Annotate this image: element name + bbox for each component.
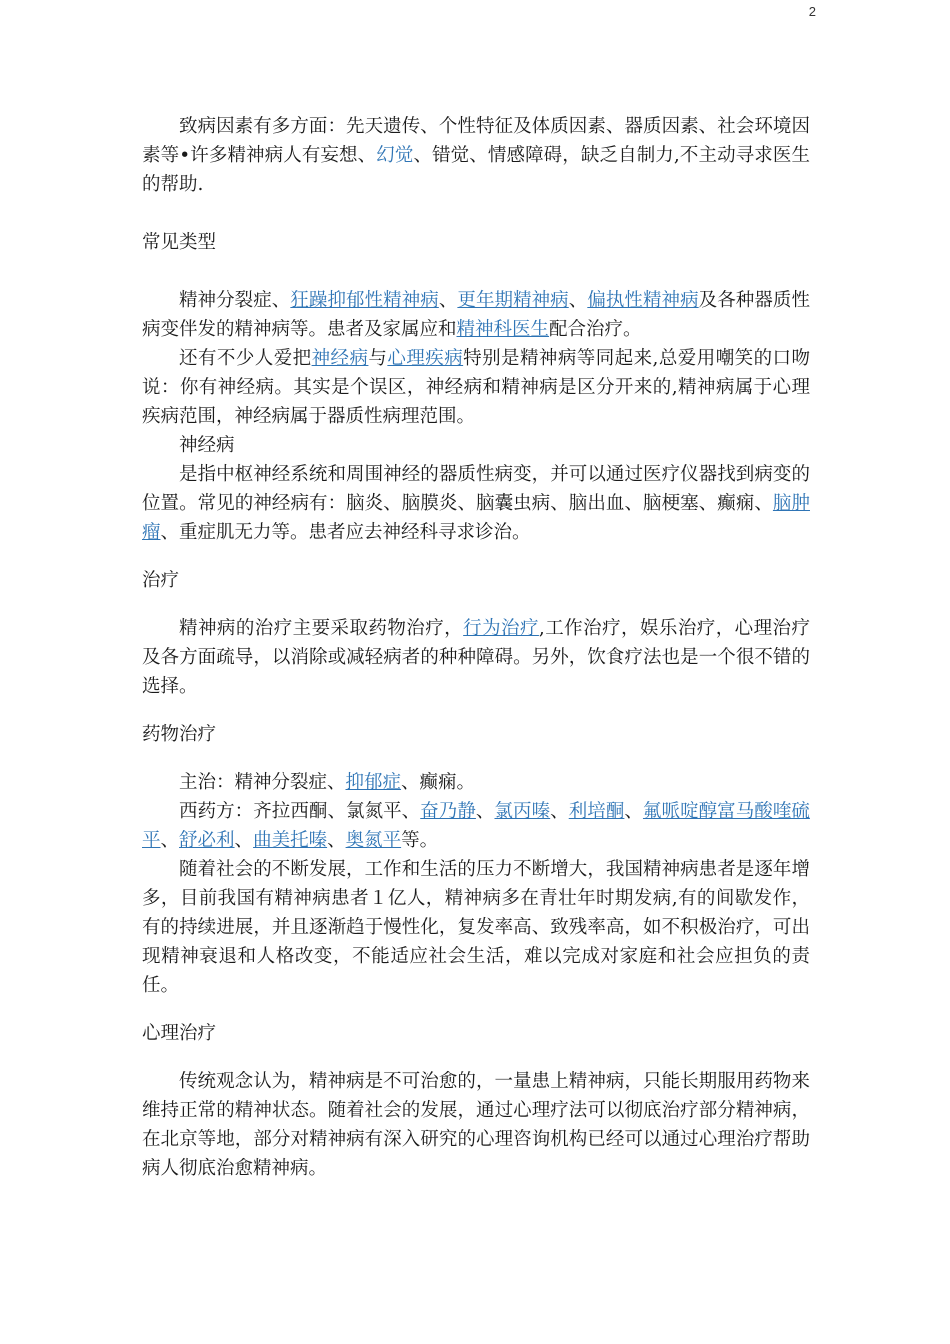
heading-drug-therapy: 药物治疗: [142, 724, 217, 745]
text: 精神病的治疗主要采取药物治疗，: [179, 618, 464, 639]
paragraph-psychotherapy: 传统观念认为，精神病是不可治愈的，一量患上精神病，只能长期服用药物来维持正常的精神状态。随着社会的发展，通过心理疗法可以彻底治疗部分精神病，在北京等地，部分对精神病有深入研究的心理咨询机构已经可以通过心理治疗帮助病人彻底治愈精神病。: [142, 1071, 810, 1179]
link-manic-depressive[interactable]: 狂躁抑郁性精神病: [290, 290, 439, 311]
heading-common-types: 常见类型: [142, 232, 217, 253]
text: 配合治疗。: [549, 319, 642, 340]
page-number: 2: [808, 4, 816, 19]
link-perphenazine[interactable]: 奋乃静: [420, 801, 476, 822]
link-paranoid-psychosis[interactable]: 偏执性精神病: [587, 290, 699, 311]
document-body: [142, 112, 810, 1183]
link-brain-tumor[interactable]: 脑肿瘤: [142, 493, 810, 543]
text: 、: [550, 801, 569, 822]
text: 、: [568, 290, 588, 311]
link-psychiatrist[interactable]: 精神科医生: [456, 319, 550, 340]
link-risperidone[interactable]: 利培酮: [568, 801, 625, 822]
link-olanzapine[interactable]: 奥氮平: [345, 830, 402, 851]
link-mental-illness[interactable]: 心理疾病: [387, 348, 464, 369]
text: 、癫痫。: [401, 772, 476, 793]
paragraph-types: [142, 286, 810, 344]
text: 、: [234, 830, 254, 851]
link-hallucination[interactable]: 幻觉: [376, 145, 414, 166]
text: 、: [475, 801, 495, 822]
text: 、: [438, 290, 458, 311]
heading-treatment: 治疗: [142, 570, 180, 591]
link-menopausal-psychosis[interactable]: 更年期精神病: [457, 290, 569, 311]
subheading-neuropathy: 神经病: [179, 435, 235, 456]
link-behavior-therapy[interactable]: 行为治疗: [463, 618, 539, 639]
paragraph-statistics: 随着社会的不断发展，工作和生活的压力不断增大，我国精神病患者是逐年增多，目前我国有精神病患者１亿人，精神病多在青壮年时期发病,有的间歇发作，有的持续进展，并且逐渐趋于慢性化，复发率高、致残率高，如不积极治疗，可出现精神衰退和人格改变，不能适应社会生活，难以完成对家庭和社会应担负的责任。: [142, 859, 810, 996]
heading-psychotherapy: 心理治疗: [142, 1023, 217, 1044]
text: 特别是精神病等同起来,总爱用嘲笑的口吻说：你有神经病。其实是个误区，神经病和精神病是区分开来的,精神病属于心理疾病范围，神经病属于器质性病理范围。: [142, 348, 810, 427]
text: 精神分裂症、: [179, 290, 291, 311]
text: ,工作治疗，娱乐治疗，心理治疗及各方面疏导，以消除或减轻病者的种种障碍。另外，饮食疗法也是一个很不错的选择。: [142, 618, 810, 697]
link-trimetozine[interactable]: 曲美托嗪: [253, 830, 328, 851]
text: 、: [160, 830, 180, 851]
text: 还有不少人爱把: [179, 348, 312, 369]
paragraph-indications: [142, 768, 810, 797]
text: 与: [368, 348, 388, 369]
paragraph-misconception: [142, 344, 810, 431]
text: 是指中枢神经系统和周围神经的器质性病变，并可以通过医疗仪器找到病变的位置。常见的神经病有：脑炎、脑膜炎、脑囊虫病、脑出血、脑梗塞、癫痫、: [142, 464, 810, 514]
paragraph-western-drugs: [142, 797, 810, 855]
text: 主治：精神分裂症、: [179, 772, 346, 793]
text: 、重症肌无力等。患者应去神经科寻求诊治。: [160, 522, 531, 543]
link-chlorpromazine[interactable]: 氯丙嗪: [494, 801, 551, 822]
link-haloperidol-quetiapine[interactable]: 氟哌啶醇富马酸喹硫平: [142, 801, 810, 851]
text: 致病因素有多方面：先天遗传、个性特征及体质因素、器质因素、社会环境因素等•许多精神病人有妄想、: [142, 116, 810, 166]
text: 西药方：齐拉西酮、氯氮平、: [179, 801, 421, 822]
text: 、错觉、情感障碍，缺乏自制力,不主动寻求医生的帮助.: [142, 145, 810, 195]
link-sulpiride[interactable]: 舒必利: [179, 830, 235, 851]
text: 、: [624, 801, 643, 822]
text: 及各种器质性病变伴发的精神病等。患者及家属应和: [142, 290, 810, 340]
text: 、: [327, 830, 346, 851]
link-depression[interactable]: 抑郁症: [345, 772, 402, 793]
paragraph-treatment: [142, 614, 810, 701]
paragraph-causes: [142, 112, 810, 199]
text: 等。: [401, 830, 439, 851]
link-neuropathy[interactable]: 神经病: [311, 348, 369, 369]
paragraph-neuropathy: [142, 460, 810, 547]
